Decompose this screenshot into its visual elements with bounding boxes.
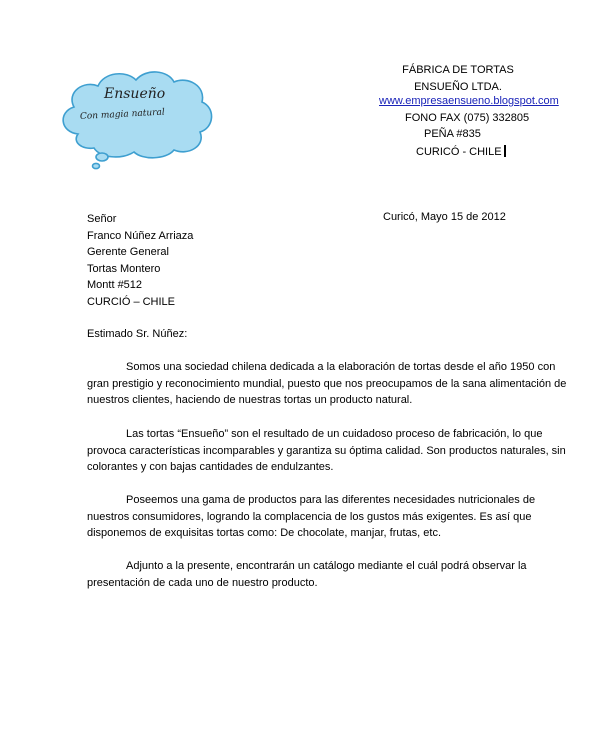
company-name-line2: ENSUEÑO LTDA. [414, 80, 502, 93]
company-website-link[interactable]: www.empresaensueno.blogspot.com [379, 95, 559, 107]
company-header [353, 62, 563, 95]
body-paragraph [87, 359, 567, 409]
paragraph-line: presentación de cada uno de nuestro producto. [87, 576, 318, 589]
company-name: FÁBRICA DE TORTAS [402, 64, 514, 76]
paragraph-line: disponemos de exquisitas tortas como: De chocolate, manjar, frutas, etc. [87, 527, 442, 540]
body-paragraph [87, 492, 563, 542]
body-paragraph [87, 558, 563, 591]
paragraph-line: nuestros clientes, haciendo de nuestras tortas un producto natural. [87, 394, 413, 407]
recipient-address [87, 211, 193, 311]
company-city: CURICÓ - CHILE [416, 146, 502, 158]
paragraph-line: nuestros consumidores, logrando la complacencia de los gustos más exigentes. Es así que [87, 510, 532, 523]
recipient-name: Franco Núñez Arriaza [87, 229, 194, 242]
text-cursor [504, 145, 506, 157]
letter-date: Curicó, Mayo 15 de 2012 [383, 211, 506, 223]
paragraph-line: gran prestigio y reconocimiento mundial, puesto que nos preocupamos de la sana alimentación de [87, 377, 567, 390]
logo-title: Ensueño [104, 86, 166, 102]
recipient-street: Montt #512 [87, 279, 143, 292]
recipient-company: Tortas Montero [87, 262, 161, 275]
paragraph-line: Las tortas “Ensueño” son el resultado de un cuidadoso proceso de fabricación, lo que [126, 428, 543, 440]
body-paragraph [87, 426, 566, 476]
letter-greeting: Estimado Sr. Núñez: [87, 328, 188, 340]
recipient-position: Gerente General [87, 246, 169, 259]
recipient-city: CURCIÓ – CHILE [87, 295, 176, 308]
paragraph-line: Poseemos una gama de productos para las diferentes necesidades nutricionales de [126, 494, 536, 506]
company-city-line [416, 145, 506, 158]
company-street: PEÑA #835 [424, 128, 481, 140]
paragraph-line: Somos una sociedad chilena dedicada a la elaboración de tortas desde el año 1950 con [126, 361, 556, 373]
company-phone: FONO FAX (075) 332805 [405, 112, 530, 124]
logo-subtitle: Con magia natural [79, 107, 166, 122]
paragraph-line: provoca características incomparables y garantiza su óptima calidad. Son productos naturales, sin [87, 444, 566, 457]
paragraph-line: Adjunto a la presente, encontrarán un catálogo mediante el cuál podrá observar la [126, 560, 527, 572]
recipient-title: Señor [87, 213, 117, 225]
paragraph-line: colorantes y con bajas cantidades de endulzantes. [87, 461, 334, 474]
